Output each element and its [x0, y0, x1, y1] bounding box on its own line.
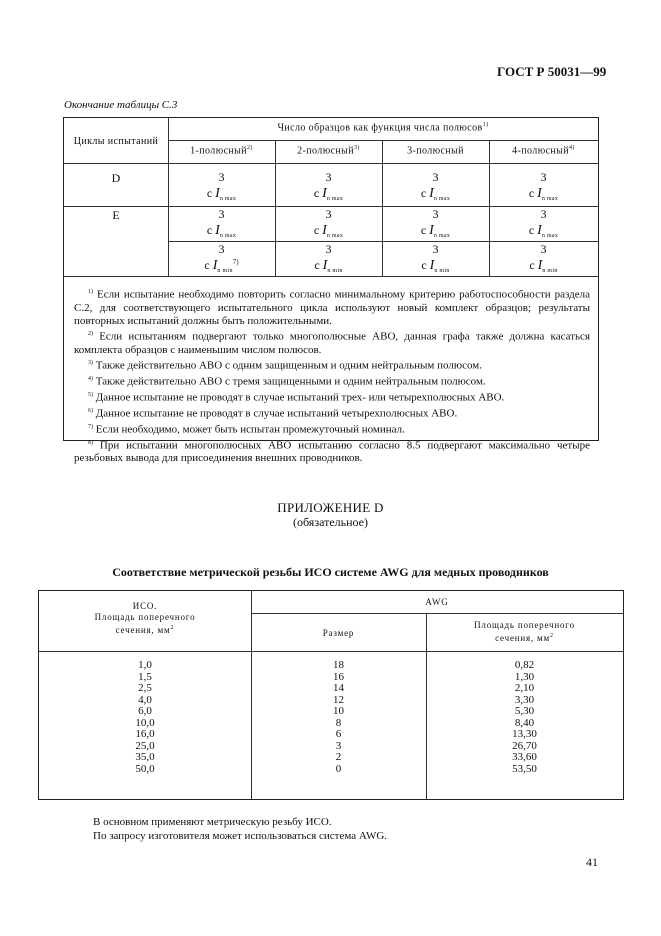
current-subscript: n max [219, 233, 237, 239]
current-spec [489, 184, 598, 206]
current-note: 7) [232, 258, 239, 266]
iso-value: 1,0 [138, 659, 152, 671]
iso-value: 4,0 [138, 693, 152, 706]
current-subscript: n min [327, 268, 343, 274]
note-text: Если испытание необходимо повторить согласно минимальному критерию работоспособности раздела С.2, для соответствующего испытательного цикла используют новый комплект образцов; результаты повторных испытаний должны быть положительными. [74, 288, 590, 328]
note-number: 2) [88, 331, 93, 338]
awg-size: 14 [333, 682, 344, 694]
awg-area: 13,30 [512, 728, 537, 740]
current-symbol: I [322, 186, 327, 201]
iso-values-column [39, 660, 251, 775]
current-symbol: I [212, 258, 218, 273]
footer-note-1: В основном применяют метрическую резьбу ИСО. [93, 816, 332, 828]
awg-size: 16 [333, 670, 344, 683]
current-prefix: с [529, 258, 535, 272]
note-item [74, 373, 590, 389]
current-symbol: I [537, 223, 542, 238]
current-spec [275, 221, 382, 243]
awg-table [38, 590, 624, 800]
area-header-sup: 2 [550, 633, 554, 639]
note-text: Данное испытание не проводят в случае испытаний четырехполюсных АВО. [95, 407, 458, 420]
current-symbol: I [537, 258, 543, 273]
iso-value: 1,5 [138, 670, 152, 683]
note-number: 3) [88, 360, 93, 367]
header-pole-2 [275, 145, 382, 156]
current-symbol: I [322, 258, 328, 273]
note-item [74, 286, 590, 328]
sample-count: 3 [218, 170, 225, 184]
current-prefix: с [314, 258, 320, 272]
awg-area: 33,60 [512, 751, 537, 763]
note-number: 6) [88, 407, 93, 414]
awg-area: 1,30 [514, 670, 535, 683]
note-text: При испытании многополюсных АВО испытанию согласно 8.5 подвергают максимально четыре резьбовых вывода для присоединения внешних проводников. [74, 439, 591, 465]
current-prefix: с [421, 258, 427, 272]
current-subscript: n max [433, 233, 451, 239]
current-subscript: n max [433, 196, 451, 202]
iso-header [39, 601, 251, 636]
current-symbol: I [215, 186, 220, 201]
current-prefix: с [313, 223, 320, 237]
sample-count-cell [275, 171, 382, 206]
sample-count-cell [382, 171, 489, 206]
current-subscript: n max [541, 233, 559, 239]
table-notes [74, 286, 590, 466]
iso-value: 2,5 [138, 682, 152, 694]
table-continuation-title: Окончание таблицы С.3 [64, 99, 178, 111]
pole-label: 3-полюсный [407, 145, 464, 157]
sample-count-cell [275, 208, 382, 243]
header-pole-4 [489, 145, 598, 156]
current-spec [275, 256, 382, 278]
header-pole-3 [382, 145, 489, 156]
sample-count-cell [382, 243, 489, 278]
area-header-line1: Площадь поперечного [474, 620, 575, 630]
row-label-d: D [111, 171, 121, 185]
current-prefix: с [420, 186, 427, 200]
current-symbol: I [429, 258, 435, 273]
sample-count-cell [275, 243, 382, 278]
awg-size: 6 [335, 728, 342, 740]
note-item [74, 421, 590, 437]
header-pole-1 [168, 145, 275, 156]
note-text: Если необходимо, может быть испытан промежуточный номинал. [95, 423, 405, 436]
current-spec [489, 256, 598, 278]
sample-count: 3 [540, 242, 547, 256]
footer-note-2: По запросу изготовителя может использоваться система AWG. [93, 830, 388, 842]
sample-count: 3 [540, 170, 547, 184]
sample-count-cell [382, 208, 489, 243]
awg-size: 10 [333, 705, 344, 717]
pole-note: 4) [569, 145, 575, 151]
current-symbol: I [537, 186, 542, 201]
area-header [426, 620, 623, 644]
sample-count: 3 [325, 170, 332, 184]
current-subscript: n max [541, 196, 559, 202]
note-number: 8) [88, 439, 93, 446]
iso-header-line1: ИСО. [132, 601, 158, 611]
sample-count-cell [489, 171, 598, 206]
iso-value: 35,0 [135, 751, 155, 763]
current-symbol: I [215, 223, 220, 238]
sample-count-cell [168, 243, 275, 278]
note-item [74, 437, 590, 466]
note-item [74, 328, 590, 357]
sample-count-cell [489, 243, 598, 278]
sample-count: 3 [325, 207, 332, 221]
current-spec [168, 256, 275, 278]
awg-header: AWG [425, 597, 449, 607]
current-subscript: n min [542, 268, 558, 274]
pole-label: 2-полюсный [297, 145, 355, 157]
current-symbol: I [429, 223, 434, 238]
sample-count-cell [489, 208, 598, 243]
note-item [74, 389, 590, 405]
header-samples-note: 1) [482, 122, 489, 128]
current-subscript: n max [326, 196, 344, 202]
current-prefix: с [528, 223, 535, 237]
iso-header-sup: 2 [170, 625, 175, 631]
sample-count-cell [168, 208, 275, 243]
iso-value: 25,0 [135, 739, 155, 752]
current-prefix: с [206, 223, 213, 237]
awg-area: 3,30 [514, 693, 535, 706]
note-number: 5) [88, 392, 93, 399]
pole-label: 4-полюсный [512, 145, 570, 157]
sample-count: 3 [432, 170, 439, 184]
appendix-title: ПРИЛОЖЕНИЕ D [277, 500, 384, 515]
standard-header: ГОСТ Р 50031—99 [497, 64, 607, 79]
header-samples-text: Число образцов как функция числа полюсов [277, 122, 483, 134]
area-header-unit: сечения, мм [495, 633, 551, 643]
current-symbol: I [322, 223, 327, 238]
iso-header-line3 [39, 623, 251, 636]
iso-value: 16,0 [135, 728, 155, 740]
awg-area-column [426, 660, 623, 775]
current-spec [489, 221, 598, 243]
size-header: Размер [322, 628, 355, 638]
note-number: 4) [88, 376, 93, 383]
page-number: 41 [586, 855, 598, 869]
current-prefix: с [528, 186, 535, 200]
current-spec [382, 184, 489, 206]
sample-count: 3 [325, 242, 332, 256]
awg-area: 0,82 [514, 659, 535, 671]
note-text: Также действительно АВО с одним защищенным и одним нейтральным полюсом. [95, 359, 482, 372]
current-symbol: I [429, 186, 434, 201]
awg-area: 8,40 [514, 716, 535, 729]
awg-size: 8 [335, 716, 342, 729]
sample-count-cell [168, 171, 275, 206]
note-text: Также действительно АВО с тремя защищенными и одним нейтральным полюсом. [95, 375, 486, 388]
awg-size: 0 [335, 762, 342, 775]
pole-note: 3) [354, 145, 360, 151]
iso-value: 6,0 [138, 705, 152, 717]
sample-count: 3 [218, 207, 225, 221]
header-cycles: Циклы испытаний [73, 136, 159, 147]
current-spec [382, 256, 489, 278]
iso-value: 10,0 [135, 716, 155, 729]
current-subscript: n min [434, 268, 450, 274]
header-samples-group [168, 122, 598, 133]
awg-area: 2,10 [514, 682, 535, 694]
current-subscript: n max [219, 196, 237, 202]
note-item [74, 357, 590, 373]
current-subscript: n max [326, 233, 344, 239]
pole-note: 2) [247, 145, 253, 151]
awg-size: 18 [333, 659, 344, 671]
appendix-subtitle: (обязательное) [293, 515, 368, 529]
area-header-line2 [426, 631, 623, 644]
sample-count: 3 [540, 207, 547, 221]
current-prefix: с [420, 223, 427, 237]
iso-header-line2: Площадь поперечного [94, 612, 196, 622]
pole-label: 1-полюсный [190, 145, 248, 157]
awg-table-title: Соответствие метрической резьбы ИСО системе AWG для медных проводников [112, 565, 549, 579]
awg-area: 26,70 [512, 739, 537, 752]
note-number: 7) [88, 423, 93, 430]
note-item [74, 405, 590, 421]
sample-count: 3 [432, 207, 439, 221]
note-text: Данное испытание не проводят в случае испытаний трех- или четырехполюсных АВО. [95, 391, 505, 404]
iso-value: 50,0 [135, 762, 155, 775]
table-c3 [63, 117, 599, 465]
sample-count: 3 [218, 242, 225, 256]
current-prefix: с [313, 186, 320, 200]
current-spec [382, 221, 489, 243]
current-spec [275, 184, 382, 206]
note-text: Если испытаниям подвергают только многополюсные АВО, данная графа также должна касаться комплекта образцов с наименьшим числом полюсов. [74, 330, 590, 357]
sample-count: 3 [432, 242, 439, 256]
iso-header-unit: сечения, мм [115, 625, 171, 635]
current-subscript: n min [217, 268, 233, 274]
awg-area: 53,50 [512, 762, 537, 775]
note-number: 1) [88, 289, 93, 295]
row-label-e: E [112, 208, 120, 222]
current-spec [168, 221, 275, 243]
current-spec [168, 184, 275, 206]
awg-size: 2 [335, 751, 342, 763]
current-prefix: с [204, 258, 210, 272]
awg-size-column [251, 660, 426, 775]
current-prefix: с [206, 186, 213, 200]
awg-size: 12 [333, 693, 344, 706]
awg-area: 5,30 [514, 705, 535, 717]
awg-size: 3 [335, 739, 342, 752]
